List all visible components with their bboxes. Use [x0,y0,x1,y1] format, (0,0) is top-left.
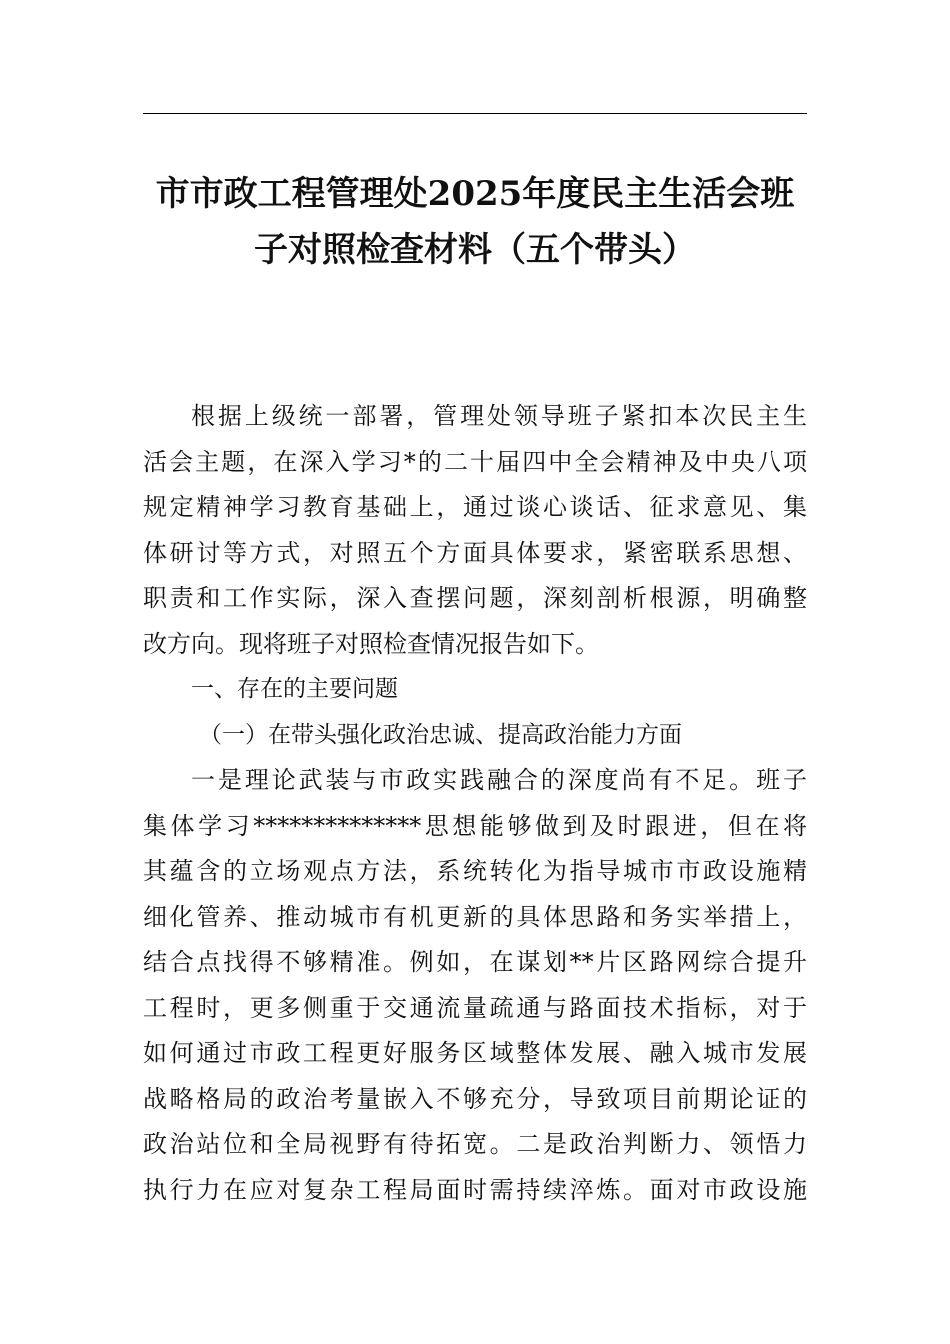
document-body [143,394,807,1213]
title-line-1: 市市政工程管理处2025年度民主生活会班 [155,174,795,214]
detail-paragraph [143,758,807,1213]
detail-line: 其蕴含的立场观点方法，系统转化为指导城市市政设施精 [143,857,807,885]
detail-line: 战略格局的政治考量嵌入不够充分，导致项目前期论证的 [143,1084,807,1113]
intro-line: 活会主题，在深入学习*的二十届四中全会精神及中央八项 [143,447,807,476]
detail-line: 执行力在应对复杂工程局面时需持续淬炼。面对市政设施 [143,1175,807,1204]
detail-line: 一是理论武装与市政实践融合的深度尚有不足。班子 [191,766,807,794]
subsection-heading: （一）在带头强化政治忠诚、提高政治能力方面 [199,721,682,748]
detail-line: 如何通过市政工程更好服务区域整体发展、融入城市发展 [143,1039,807,1067]
detail-line: 政治站位和全局视野有待拓宽。二是政治判断力、领悟力 [143,1130,807,1158]
top-rule [143,113,807,114]
intro-line: 规定精神学习教育基础上，通过谈心谈话、征求意见、集 [143,493,807,521]
intro-line: 体研讨等方式，对照五个方面具体要求，紧密联系思想、 [143,538,807,567]
intro-line: 根据上级统一部署，管理处领导班子紧扣本次民主生 [191,402,807,430]
detail-line: 集体学习**************思想能够做到及时跟进，但在将 [143,811,807,840]
title-line-2: 子对照检查材料（五个带头） [254,230,696,270]
intro-line: 职责和工作实际，深入查摆问题，深刻剖析根源，明确整 [143,584,807,612]
intro-line: 改方向。现将班子对照检查情况报告如下。 [143,629,599,658]
detail-line: 结合点找得不够精准。例如，在谋划**片区路网综合提升 [143,948,807,976]
section-heading: 一、存在的主要问题 [191,676,398,702]
detail-line: 细化管养、推动城市有机更新的具体思路和务实举措上， [143,902,807,931]
document-title [143,166,807,278]
intro-paragraph [143,394,807,667]
detail-line: 工程时，更多侧重于交通流量疏通与路面技术指标，对于 [143,993,807,1022]
